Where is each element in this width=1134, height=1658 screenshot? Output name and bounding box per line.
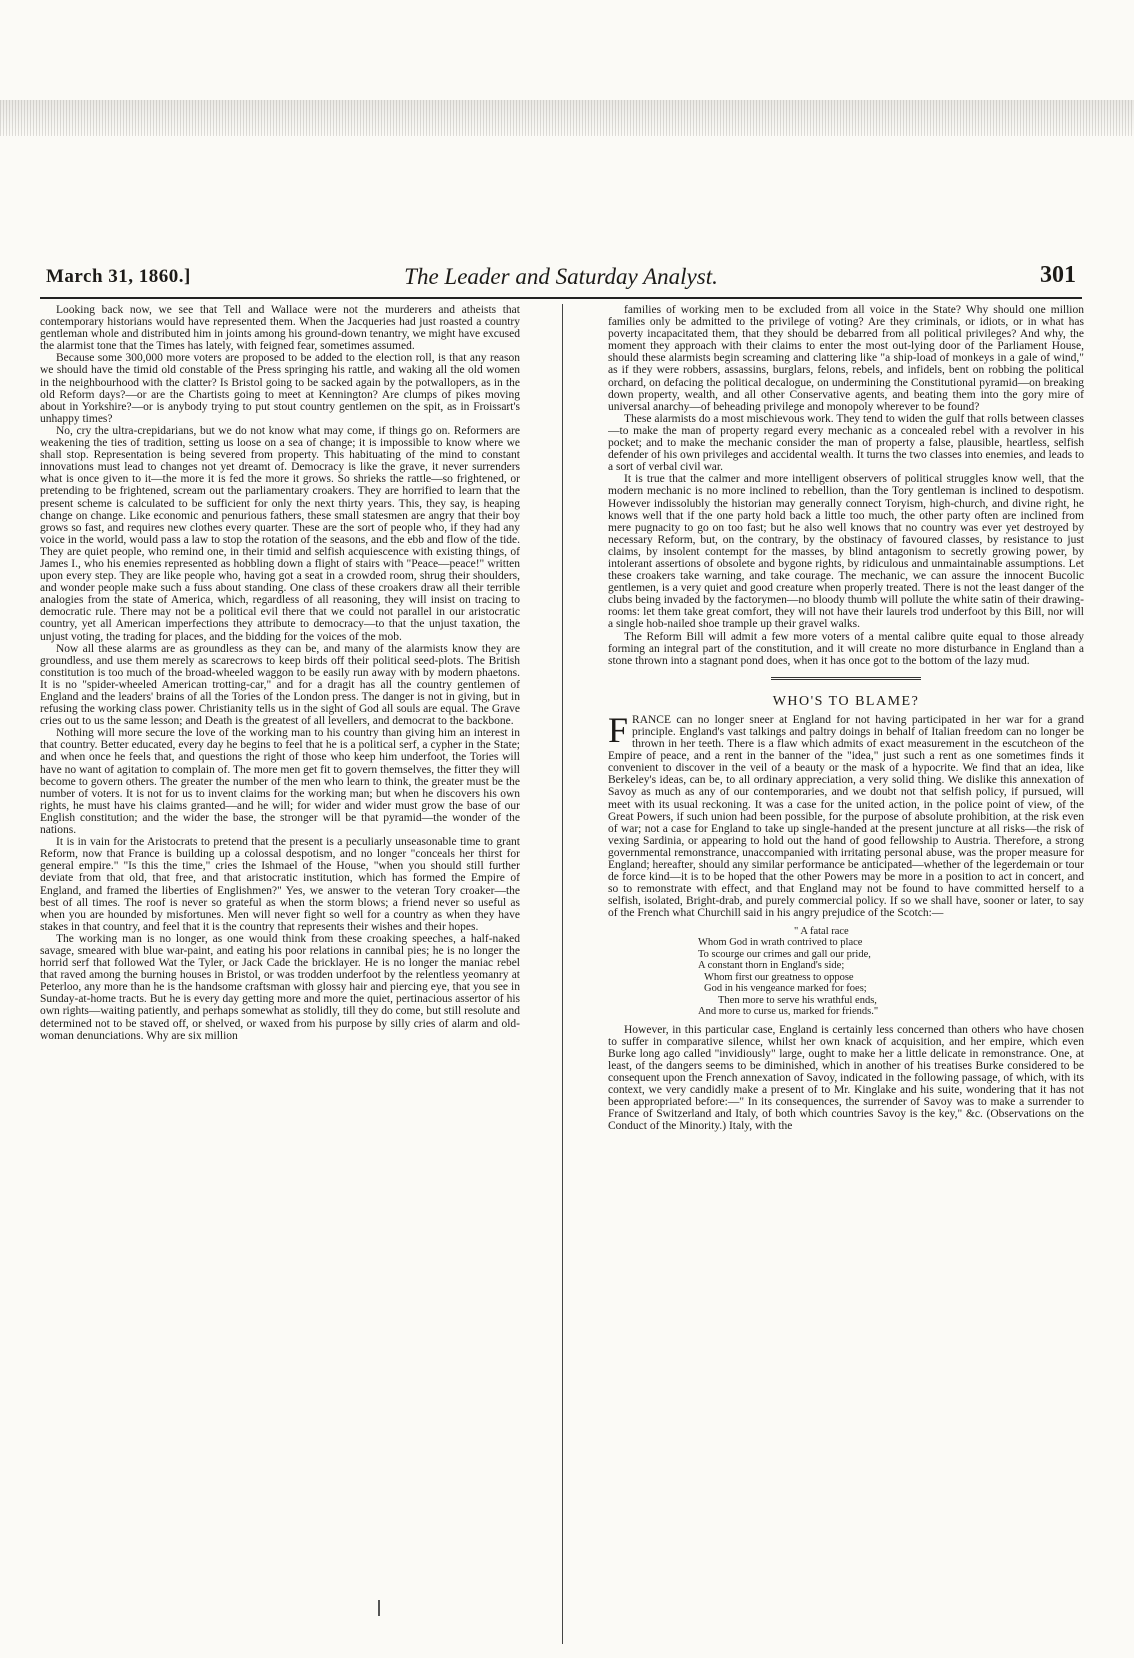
quoted-verse xyxy=(698,926,1084,1018)
header-rule xyxy=(40,297,1082,299)
column-divider xyxy=(562,304,563,1644)
verse-line: Whom first our greatness to oppose xyxy=(704,971,854,983)
article-title: WHO'S TO BLAME? xyxy=(772,693,920,709)
drop-cap: F xyxy=(608,709,629,750)
paragraph: No, cry the ultra-crepidarians, but we do not know what may come, if things go on. Reformers are weakening the ties of tradition, setting us loose on a sea of change; it is impossible to know where we shall stop. Representation is being severed from property. This habituating of the mind to constant innovations must lead to changes not yet dreamt of. Democracy is like the grave, it never surrenders what is once given to it—the more it is fed the more it grows. So shrieks the rattle—so frightened, or pretending to be frightened, scream out the parliamentary croakers. They are horrified to learn that the present scheme is calculated to be sufficient for only the next thirty years. This, they say, is heaping change on change. Like economic and penurious fathers, these small statesmen are angry that their boy grows so fast, and requires new clothes every quarter. These are the sort of people who, if they had any voice in the world, would pass a law to stop the rotation of the seasons, and the ebb and flow of the tide. They are quiet people, who remind one, in their timid and selfish acquiescence with existing things, of James I., who his enemies represented as hobbling down a flight of stairs with "Peace—peace!" written upon every step. They are like people who, having got a seat in a crowded room, shrug their shoulders, and wonder people make such a fuss about standing. One class of these croakers draw all their terrible analogies from the state of America, which, regardless of all reasoning, they will insist on tracing to democratic rule. There may not be a political evil there that we could not parallel in our aristocratic country, yet all American imperfections they attribute to democracy—to that the unjust taxation, the unjust voting, the trading for places, and the bidding for the voices of the mob. xyxy=(40,424,520,643)
verse-line: " A fatal race xyxy=(794,925,849,937)
running-header xyxy=(40,262,1082,294)
paragraph-text: RANCE can no longer sneer at England for not having participated in her war for a grand principle. England's vast talkings and paltry doings in behalf of Italian freedom can no longer be thrown in her teeth. There is a flaw which admits of exact measurement in the escutcheon of the Empire of peace, and a rent in the banner of the "idea," just such a rent as one sometimes finds it convenient to discover in the veil of a beauty or the mask of a hypocrite. We find that an idea, like Berkeley's ideas, can be, to all ordinary appreciation, a very solid thing. We dislike this annexation of Savoy as much as any of our contemporaries, and we doubt not that selfish policy, if pursued, will meet with its usual reckoning. It was a case for the united action, in the police point of view, of the Great Powers, if such union had been possible, for the purpose of absolute prohibition, at the risk even of war; not a case for England to take up single-handed at the present juncture at all risks—the risk of vexing Sardinia, or appearing to hold out the hand of good fellowship to Austria. Therefore, a strong governmental remonstrance, unaccompanied with irritating personal abuse, was the proper measure for England; hereafter, should any similar performance be anticipated—whether of the legerdemain or tour de force kind—it is to be hoped that the other Powers may be more in a position to act in concert, and so to remonstrate with effect, and that England may not be found to have committed herself to a selfish, isolated, Bright-drab, and purely commercial policy. If so we shall have, sooner or later, to say of the French what Churchill said in his angry prejudice of the Scotch:— xyxy=(608,713,1084,920)
paragraph: Looking back now, we see that Tell and Wallace were not the murderers and atheists that contemporary historians would have represented them. When the Jacqueries had just roasted a country gentleman whole and distributed him in joints among his ground-down tenantry, we might have excused the alarmist tone that the Times has lately, with feigned fear, sometimes assumed. xyxy=(40,304,520,353)
column-right xyxy=(608,304,1084,1644)
paragraph: Because some 300,000 more voters are proposed to be added to the election roll, is that any reason we should have the timid old constable of the Press springing his rattle, and waking all the old women in the neighbourhood with the clatter? Is Bristol going to be sacked again by the potwallopers, as in the old Reform days?—or are the Chartists going to meet at Kennington? Are clumps of pikes moving about in Yorkshire?—or is anybody trying to put stout country gentlemen on the spit, as in Froissart's unhappy times? xyxy=(40,352,520,425)
header-page-number: 301 xyxy=(1040,262,1076,288)
paragraph: families of working men to be excluded from all voice in the State? Why should one million families only be admitted to the privilege of voting? Are they criminals, or idiots, or in what has poverty incapacitated them, that they should be debarred from all political privileges? And why, the moment they approach with their claims to enter the most out-lying door of the Parliament House, should these alarmists begin screaming and clattering like "a ship-load of monkeys in a gale of wind," as if they were robbers, assassins, burglars, felons, rebels, and infidels, bent on robbing the political orchard, on defacing the political decalogue, on undermining the Constitutional pyramid—on breaking down property, wealth, and all other Conservative agents, and beating them into the gory mire of universal anarchy—of beheading privilege and monopoly wherever to be found? xyxy=(608,304,1084,413)
paragraph: It is true that the calmer and more intelligent observers of political struggles know well, that the modern mechanic is no more inclined to rebellion, than the Tory gentleman is inclined to despotism. However indissolubly the historian may generally connect Toryism, high-church, and divine right, he knows well that if the one party hold back a little too much, the other party often are inclined from mere pugnacity to go on too fast; but he also well knows that no country was ever yet destroyed by necessary Reform, but, on the contrary, by the obstinacy of favoured classes, by resistance to just claims, by insolent contempt for the masses, by blind antagonism to secretly growing power, by intolerant assertions of obsolete and bygone rights, by ridiculous and unmaintainable assumptions. Let these croakers take warning, and take courage. The mechanic, we can assure the innocent Bucolic gentlemen, is a very quiet and good creature when properly treated. There is not the least danger of the clubs being invaded by the factorymen—no bloody thumb will pollute the white satin of their drawing-rooms: let them take great comfort, they will not have their laurels trod underfoot by this Bill, nor will a single hob-nailed shoe trample up their gravel walks. xyxy=(608,473,1084,631)
column-left xyxy=(40,304,520,1644)
verse-line: To scourge our crimes and gall our pride, xyxy=(698,948,871,960)
paragraph: Nothing will more secure the love of the working man to his country than giving him an interest in that country. Better educated, every day he begins to feel that he is a political serf, a cypher in the State; and when once he feels that, and questions the right of those who keep him underfoot, the Tories will have no want of agitation to complain of. The more men get fit to govern themselves, the fitter they will become to govern others. The greater the number of the men who learn to think, the greater must be the number of voters. It is not for us to invent claims for the working man; but when he discovers his own rights, he must have his claims granted—and he will; for wider and wider must grow the base of our English constitution; and the wider the base, the stronger will be that pyramid—the wonder of the nations. xyxy=(40,727,520,837)
paragraph: It is in vain for the Aristocrats to pretend that the present is a peculiarly unseasonable time to grant Reform, now that France is building up a colossal despotism, and no longer "conceals her thirst for general empire." "Is this the time," cries the Ishmael of the House, "when you should still further deviate from that old, that free, and that aristocratic institution, which has formed the Empire of England, and framed the liberties of Englishmen?" Yes, we answer to the veteran Tory croaker—the best of all times. The roof is never so grateful as when the storm blows; a friend never so useful as when you are hounded by misfortunes. Men will never fight so well for a country as when they have stakes in that country, and feel that it is the country that represents their wishes and their hopes. xyxy=(40,836,520,933)
paragraph: However, in this particular case, England is certainly less concerned than others who have chosen to suffer in comparative silence, whilst her own knack of acquisition, and her empire, which even Burke long ago called "invidiously" large, ought to make her a little delicate in remonstrance. One, at least, of the dangers seems to be diminished, which in another of his treatises Burke considered to be consequent upon the French annexation of Savoy, indicated in the following passage, of which, with its context, we very candidly make a present of to Mr. Kinglake and his suite, wondering that it has not been appropriated before:—" In its consequences, the surrender of Savoy was to make a surrender to France of Switzerland and Italy, of both which countries Savoy is the key," &c. (Observations on the Conduct of the Minority.) Italy, with the xyxy=(608,1023,1084,1133)
paragraph: Now all these alarms are as groundless as they can be, and many of the alarmists know they are groundless, and use them merely as scarecrows to keep birds off their political seed-plots. The British constitution is too much of the broad-wheeled waggon to be easily run away with by modern phaetons. It is no "spider-wheeled American trotting-car," and for a dragit has all the country gentlemen of England and the leaders' brains of all the Tories of the London press. The danger is not in giving, but in refusing the working class power. Christianity tells us in the sight of God all souls are equal. The Grave cries out to us the same lesson; and Death is the greatest of all levellers, and democrat to the backbone. xyxy=(40,642,520,728)
header-title: The Leader and Saturday Analyst. xyxy=(404,264,718,289)
verse-line: Whom God in wrath contrived to place xyxy=(698,937,863,948)
paragraph: The working man is no longer, as one would think from these croaking speeches, a half-naked savage, smeared with blue war-paint, and eating his poor relations in cannibal pies; he is no longer the horrid serf that followed Wat the Tyler, or Jack Cade the bricklayer. He is no longer the maniac rebel that raved among the burning houses in Bristol, or was trodden underfoot by the relentless yeomanry at Peterloo, any more than he is the handsome craftsman with glossy hair and piercing eye, that you see in Sunday-at-home tracts. But he is every day getting more and more the quiet, pertinacious assertor of his own rights—waiting patiently, and perhaps somewhat as stolidly, till they do come, but still resolute and determined not to be staved off, or shelved, or waxed from his purpose by silly cries of alarm and old-woman denunciations. Why are six million xyxy=(40,932,520,1042)
verse-line: A constant thorn in England's side; xyxy=(698,960,845,971)
header-date: March 31, 1860.] xyxy=(46,266,191,287)
paragraph: These alarmists do a most mischievous work. They tend to widen the gulf that rolls between classes—to make the man of property regard every mechanic as a concealed rebel with a revolver in his pocket; and to make the mechanic consider the man of property a false, plausible, heartless, selfish defender of his own privileges and accidental wealth. It turns the two classes into enemies, and leads to a sort of verbal civil war. xyxy=(608,412,1084,474)
verse-line: Then more to serve his wrathful ends, xyxy=(718,994,877,1006)
page-mark xyxy=(378,1600,380,1616)
scanned-page-edge xyxy=(0,100,1134,136)
verse-line: And more to curse us, marked for friends." xyxy=(698,1006,879,1017)
section-rule xyxy=(771,677,921,680)
article-opening-paragraph xyxy=(608,709,1084,920)
paragraph: The Reform Bill will admit a few more voters of a mental calibre quite equal to those already forming an integral part of the constitution, and it will create no more disturbance in England than a stone thrown into a stagnant pond does, when it has once got to the bottom of the lazy mud. xyxy=(608,630,1084,667)
verse-line: God in his vengeance marked for foes; xyxy=(704,983,867,994)
